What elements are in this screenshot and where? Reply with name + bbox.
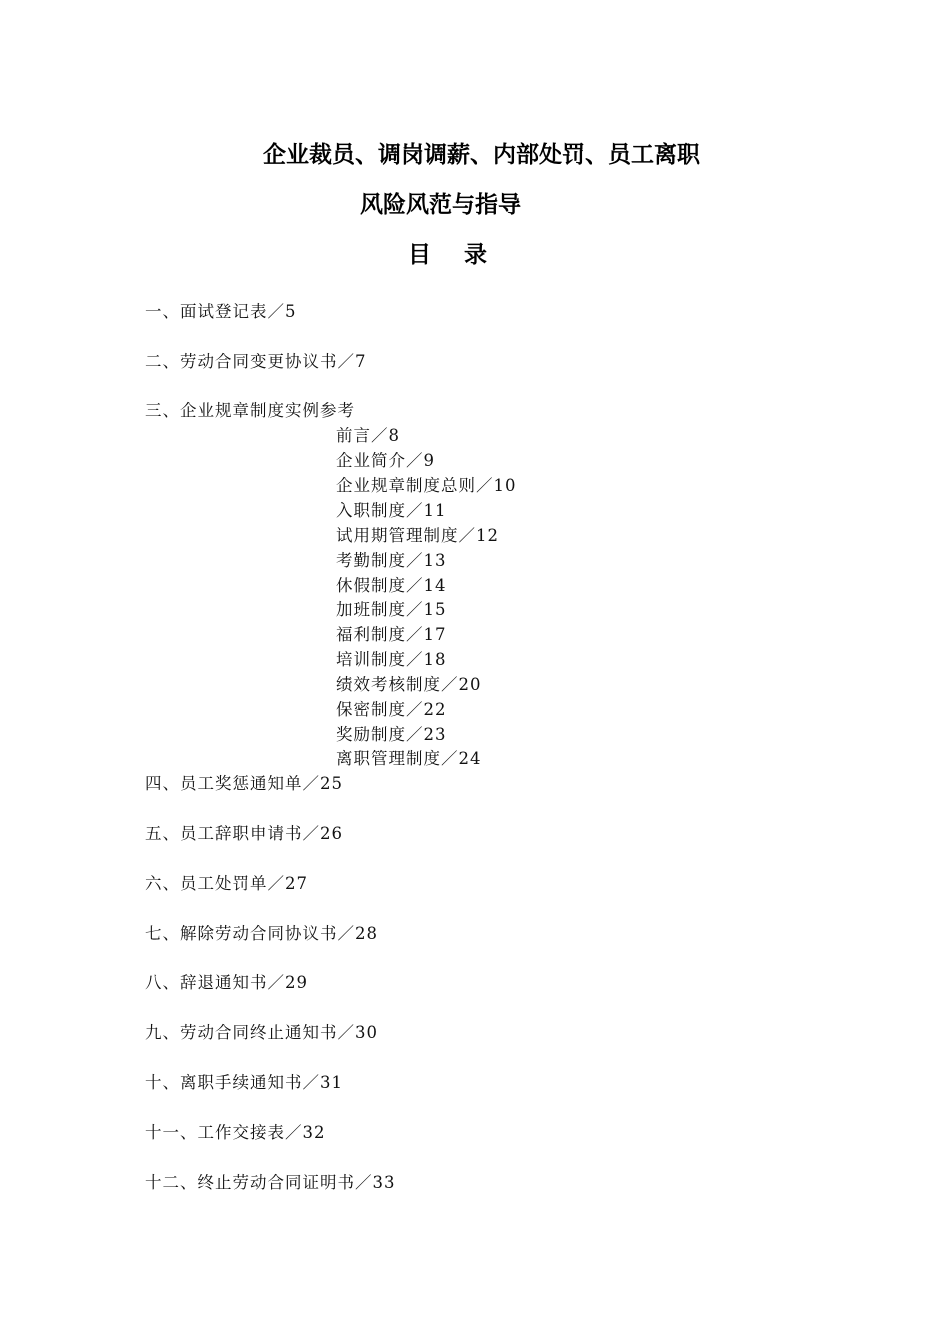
toc-item-4: 四、员工奖惩通知单／25: [145, 774, 343, 793]
toc-item-6: 六、员工处罚单／27: [145, 874, 308, 893]
toc-heading: 目录: [408, 242, 520, 268]
toc-subitem-overtime: 加班制度／15: [336, 600, 447, 619]
toc-item-3: 三、企业规章制度实例参考: [145, 401, 355, 420]
document-title-line1: 企业裁员、调岗调薪、内部处罚、员工离职: [263, 142, 700, 168]
toc-item-1: 一、面试登记表／5: [145, 302, 297, 321]
toc-subitem-welfare: 福利制度／17: [336, 625, 447, 644]
toc-item-5: 五、员工辞职申请书／26: [145, 824, 343, 843]
toc-item-2: 二、劳动合同变更协议书／7: [145, 352, 367, 371]
toc-subitem-leave: 休假制度／14: [336, 576, 447, 595]
toc-subitem-resignation-management: 离职管理制度／24: [336, 749, 482, 768]
toc-subitem-performance: 绩效考核制度／20: [336, 675, 482, 694]
toc-subitem-company-intro: 企业简介／9: [336, 451, 435, 470]
toc-subitem-training: 培训制度／18: [336, 650, 447, 669]
toc-item-8: 八、辞退通知书／29: [145, 973, 308, 992]
toc-subitem-attendance: 考勤制度／13: [336, 551, 447, 570]
toc-subitem-probation: 试用期管理制度／12: [336, 526, 499, 545]
toc-subitem-onboarding: 入职制度／11: [336, 501, 447, 520]
toc-subitem-confidentiality: 保密制度／22: [336, 700, 447, 719]
document-title-line2: 风险风范与指导: [360, 192, 521, 218]
toc-item-11: 十一、工作交接表／32: [145, 1123, 326, 1142]
toc-item-10: 十、离职手续通知书／31: [145, 1073, 343, 1092]
toc-subitem-general-rules: 企业规章制度总则／10: [336, 476, 517, 495]
toc-item-12: 十二、终止劳动合同证明书／33: [145, 1173, 396, 1192]
toc-item-9: 九、劳动合同终止通知书／30: [145, 1023, 378, 1042]
toc-subitem-preface: 前言／8: [336, 426, 400, 445]
toc-subitem-rewards: 奖励制度／23: [336, 725, 447, 744]
toc-item-7: 七、解除劳动合同协议书／28: [145, 924, 378, 943]
